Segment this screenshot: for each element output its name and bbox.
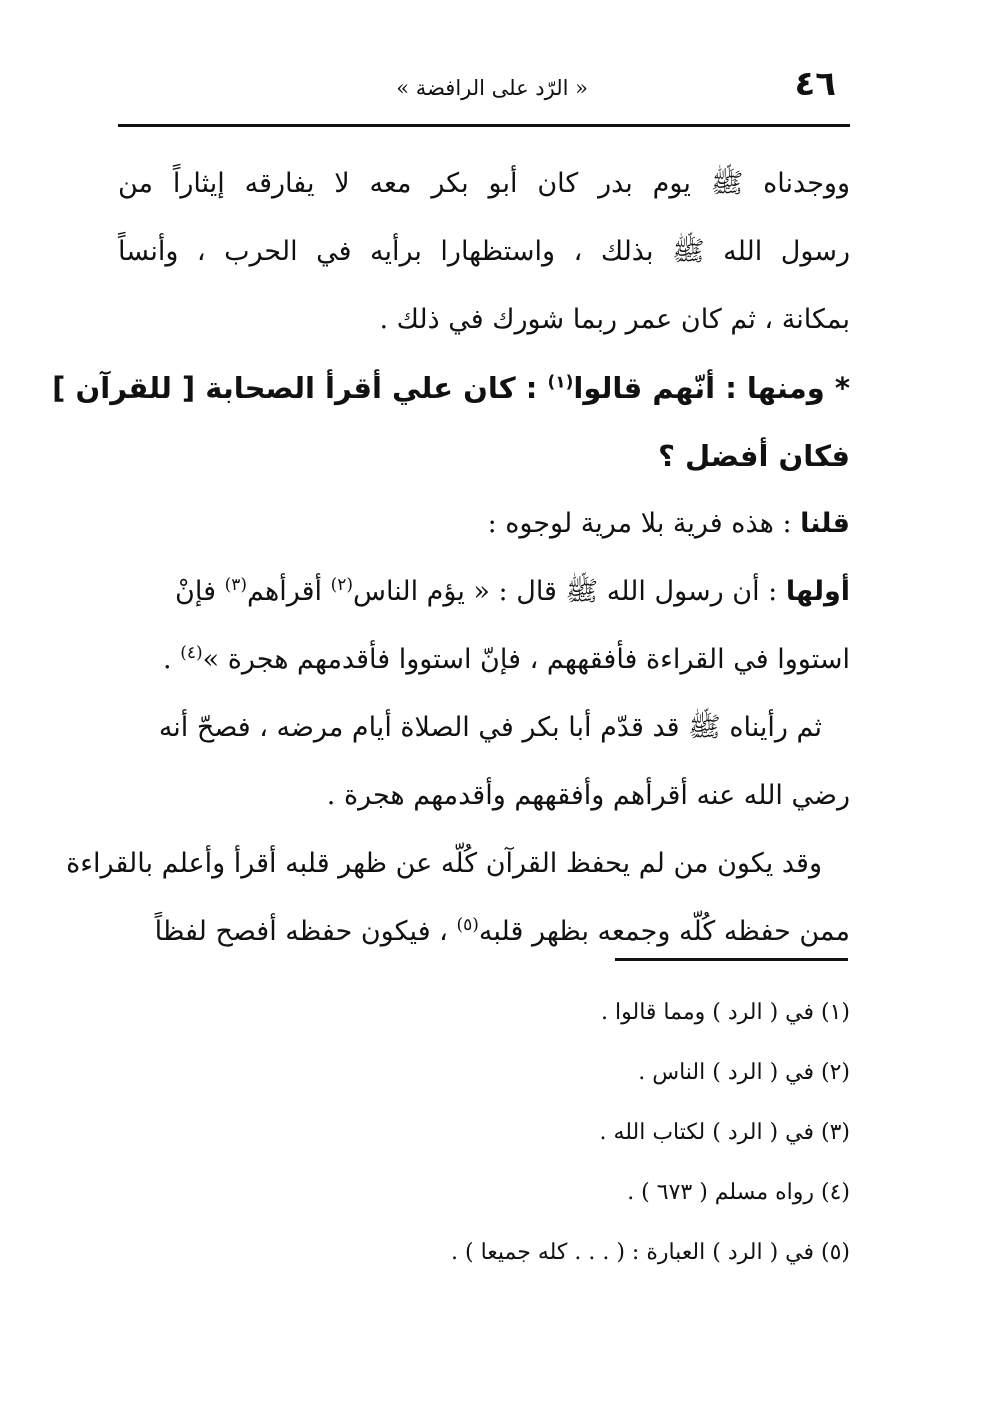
footnotes: [118, 990, 850, 1290]
header-rule: [118, 124, 850, 127]
text-line: رسول الله ﷺ بذلك ، واستظهارا برأيه في الحرب ، وأنساً: [118, 236, 850, 267]
footnote-ref: (١): [547, 372, 574, 393]
text-line: [118, 558, 850, 626]
question-text: : كان علي أقرأ الصحابة [ للقرآن ]: [52, 371, 548, 405]
page-header: [118, 62, 850, 116]
question-text: * ومنها : أنّهم قالوا: [573, 371, 850, 405]
text-segment: فإنْ: [175, 576, 225, 607]
text-line: وقد يكون من لم يحفظ القرآن كُلّه عن ظهر قلبه أقرأ وأعلم بالقراءة: [66, 848, 822, 879]
footnote: (٢) في ( الرد ) الناس .: [638, 1060, 850, 1085]
question-line: [52, 354, 850, 422]
first-label: أولها: [785, 576, 850, 607]
text-line: بمكانة ، ثم كان عمر ربما شورك في ذلك .: [379, 304, 850, 335]
main-text: [52, 150, 850, 966]
footnote: (٤) رواه مسلم ( ٦٧٣ ) .: [627, 1180, 850, 1205]
footnote: (١) في ( الرد ) ومما قالوا .: [601, 1000, 850, 1025]
text-line: رضي الله عنه أقرأهم وأفقههم وأقدمهم هجرة .: [326, 780, 850, 811]
footnote: (٥) في ( الرد ) العبارة : ( . . . كله جميعا ) .: [451, 1240, 850, 1265]
footnote-ref: (٥): [456, 915, 479, 935]
text-segment: أقرأهم: [246, 576, 331, 607]
question-line: فكان أفضل ؟: [658, 439, 850, 473]
page-number: ٤٦: [794, 64, 836, 104]
text-line: ووجدناه ﷺ يوم بدر كان أبو بكر معه لا يفارقه إيثاراً من: [118, 168, 850, 199]
text-segment: ، فيكون حفظه أفصح لفظاً: [154, 916, 457, 947]
running-title: « الرّد على الرافضة »: [396, 76, 588, 100]
text-segment: : أن رسول الله ﷺ قال : « يؤم الناس: [353, 576, 786, 607]
footnote-ref: (٣): [224, 575, 247, 595]
text-line: [118, 626, 850, 694]
text-segment: استووا في القراءة فأفقههم ، فإنّ استووا فأقدمهم هجرة »: [202, 644, 850, 675]
text-segment: ممن حفظه كُلّه وجمعه بظهر قلبه: [478, 916, 850, 947]
answer-text: : هذه فرية بلا مرية لوجوه :: [487, 508, 801, 539]
footnote-separator: [615, 958, 848, 961]
answer-label: قلنا: [800, 508, 850, 539]
text-segment: .: [163, 644, 181, 675]
footnote-ref: (٢): [330, 575, 354, 595]
answer-line: [118, 490, 850, 558]
footnote-ref: (٤): [180, 643, 203, 663]
footnote: (٣) في ( الرد ) لكتاب الله .: [599, 1120, 850, 1145]
text-line: ثم رأيناه ﷺ قد قدّم أبا بكر في الصلاة أيام مرضه ، فصحّ أنه: [158, 712, 822, 743]
text-line: [118, 898, 850, 966]
